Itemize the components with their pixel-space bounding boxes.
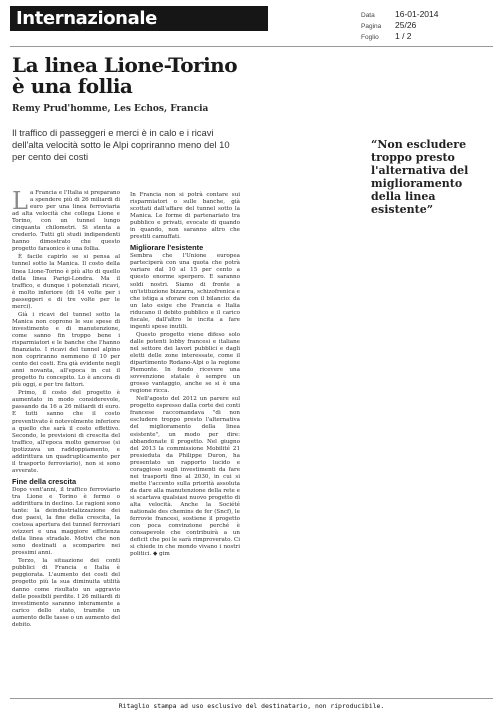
meta-page-value: 25/26 (395, 20, 417, 30)
meta-sheet-value: 1 / 2 (395, 31, 412, 41)
headline-line-1: La linea Lione-Torino (12, 53, 238, 77)
paragraph: In Francia non si potrà contare sui risparmiatori o sulle banche, già scottati dall'affare del tunnel sotto la Manica. Le forme di partenariato tra pubblico e privati, evocate di quando in quando, non saranno altro che prestiti camuffati. (130, 192, 240, 241)
meta-date-label: Data (361, 12, 375, 19)
article-byline: Remy Prud'homme, Les Echos, Francia (12, 104, 209, 114)
paragraph-text: a Francia e l'Italia si preparano a spendere più di 26 miliardi di euro per una linea ferroviaria ad alta velocità che collega Lione e Torino, con un tunnel lungo cinquanta chilometri. Si stenta a crederlo. Tutti gli studi indipendenti hanno dimostrato che questo progetto faraonico è una follia. (12, 190, 120, 253)
meta-page-row (361, 19, 493, 30)
subheading: Migliorare l'esistente (130, 243, 204, 253)
meta-sheet-label: Foglio (361, 34, 379, 41)
paragraph: Primo, il costo del progetto è aumentato in modo considerevole, passando da 16 a 26 miliardi di euro. E tutti sanno che il costo preventivato è notevolmente inferiore a quello che sarà il costo effettivo. Secondo, le previsioni di crescita del traffico, all'epoca molto generose (si ipotizzava un raddoppiamento, e addirittura un quadruplicamento per il trasporto ferroviario), non si sono avverate. (12, 390, 120, 474)
meta-date-value: 16-01-2014 (395, 9, 439, 19)
paragraph: Sembra che l'Unione europea parteciperà con una quota che potrà variare dal 10 al 15 per cento a questo enorme sperpero. E saranno soldi nostri. Siamo di fronte a un'istituzione bizzarra, schizofrenica e che istiga a sforare con il bilancio: da un lato esige che Francia e Italia riducano il debito pubblico e il carico fiscale, dall'altro le incita a fare ingenti spese inutili. (130, 253, 240, 330)
paragraph: Nell'agosto del 2012 un parere sul progetto espresso dalla corte dei conti francese raccomandava "di non escludere troppo presto l'alternativa del miglioramento della linea esistente", un modo per dire: abbandonate il progetto. Nel giugno del 2013 la commissione Mobilité 21 presieduta da Philippe Duron, ha presentato un rapporto lucido e coraggioso sugli investimenti da fare nei trasporti fino al 2030, in cui si mette l'accento sulla priorità assoluta da dare alla manutenzione della rete e si scartava qualsiasi nuovo progetto di alta velocità. Anche la Société nationale des chemins de fer (Sncf), le ferrovie francesi, sostiene il progetto con poca convinzione perché è consapevole che contribuirà a un deficit che poi le sarà rimproverato. Ci si chiede in che mondo vivano i nostri politici. ◆ gim (130, 396, 240, 558)
meta-page-label: Pagina (361, 23, 382, 30)
article-column-2 (130, 192, 240, 559)
paragraph: Questo progetto viene difeso solo dalle potenti lobby francesi e italiane nel settore dei lavori pubblici e dagli eletti delle zone interessate, come il dipartimento Rodano-Alpi o la regione Piemonte. In fondo ricevere una sovvenzione statale è sempre un grosso vantaggio, anche se si è una regione ricca. (130, 331, 240, 395)
header-rule (10, 46, 493, 47)
footer-rule (10, 698, 493, 699)
clipping-footer-notice: Ritaglio stampa ad uso esclusivo del destinatario, non riproducibile. (118, 702, 385, 710)
headline-line-2: è una follia (12, 74, 133, 98)
paragraph: Terzo, la situazione dei conti pubblici di Francia e Italia è peggiorata. L'aumento dei costi del progetto più la sua diminuita utilità danno come risultato un aggravio delle possibili perdite. I 26 miliardi di investimento saranno interamente a carico dello stato, tramite un aumento delle tasse o un aumento del debito. (12, 558, 120, 628)
meta-date-row (361, 8, 493, 19)
subheading: Fine della crescita (12, 476, 77, 486)
paragraph: È facile capirlo se si pensa al tunnel sotto la Manica. Il costo della linea Lione-Torino è più alto di quello della linea Parigi-Londra. Ma il traffico, e dunque i potenziali ricavi, è molto inferiore (di 14 volte per i passeggeri e di tre volte per le merci). (12, 254, 120, 310)
paragraph: Dopo vent'anni, il traffico ferroviario tra Lione e Torino è fermo o addirittura in declino. Le ragioni sono tante: la deindustrializzazione dei due paesi, la fine della crescita, la costosa apertura dei tunnel ferroviari svizzeri e una maggiore efficienza della linea stradale. Motivi che non sono destinati a scomparire nei prossimi anni. (12, 486, 120, 557)
meta-sheet-row (361, 30, 493, 41)
pull-quote: “Non escludere troppo presto l'alternativa del miglioramento della linea esistente” (371, 138, 469, 216)
article-deck: Il traffico di passeggeri e merci è in calo e i ricavi dell'alta velocità sotto le Alpi copriranno meno del 10 per cento dei costi (12, 127, 230, 162)
drop-cap: L (12, 187, 28, 215)
article-column-1 (12, 187, 120, 630)
masthead-logo: Internazionale (10, 6, 268, 31)
article-headline (12, 55, 332, 97)
paragraph: Già i ricavi del tunnel sotto la Manica non coprono le sue spese di investimento e di manutenzione, come sanno fin troppo bene i risparmiatori e le banche che l'hanno finanziato. I ricavi del tunnel alpino non copriranno nemmeno il 10 per cento dei costi. Era già evidente negli anni novanta, all'epoca in cui il progetto fu concepito. Lo è ancora di più oggi, e per tre fattori. (12, 311, 120, 389)
clipping-meta (361, 8, 493, 41)
paragraph (12, 187, 120, 253)
